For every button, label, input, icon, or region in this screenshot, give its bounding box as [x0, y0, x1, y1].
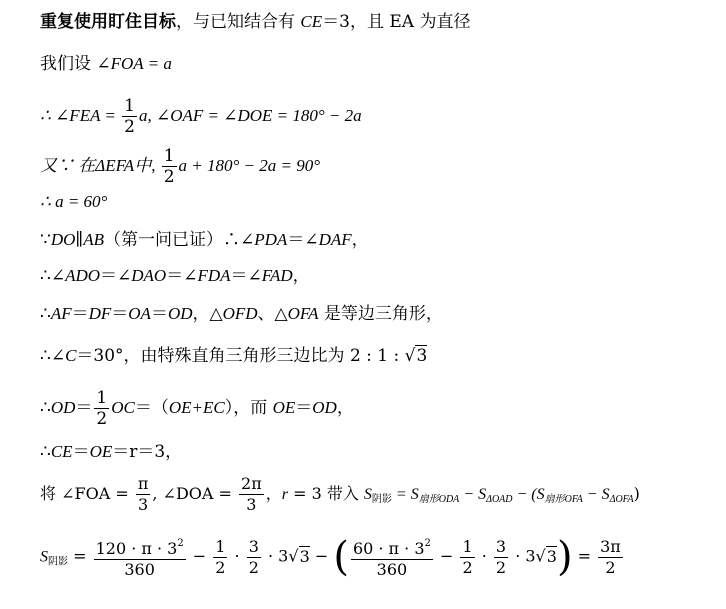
- fraction: [162, 146, 177, 187]
- text: ＝30°，由特殊直角三角形三边比为 2 : 1 : √: [76, 346, 416, 366]
- text: ＝: [72, 442, 90, 462]
- line-9: [40, 346, 427, 366]
- line-2: [40, 54, 172, 74]
- text: ，: [351, 230, 369, 250]
- numerator: 3π: [600, 536, 621, 556]
- highlight-text: 重复使用盯住目标: [40, 12, 176, 32]
- text: −: [434, 546, 459, 566]
- text: ＝（: [134, 398, 169, 418]
- subscript: ΔOAD: [486, 494, 513, 505]
- exponent: 2: [177, 538, 184, 549]
- numerator: 3: [495, 536, 507, 556]
- text: ＝: [295, 398, 313, 418]
- line-5: [40, 192, 107, 212]
- numerator: 2π: [241, 474, 262, 493]
- text: ): [633, 484, 640, 503]
- var: OE: [272, 398, 296, 417]
- formula: ∴ a = 60°: [40, 192, 108, 211]
- text: ，与已知结合有: [176, 12, 301, 32]
- var: AF: [50, 304, 72, 323]
- denominator: 2: [96, 409, 108, 429]
- denominator: 2: [215, 557, 226, 577]
- var: OD: [167, 304, 193, 323]
- numerator: 3: [248, 536, 259, 556]
- text: ·: [229, 546, 245, 566]
- text: ∵: [40, 230, 51, 250]
- text: · 3√: [510, 546, 546, 566]
- subscript: 扇形OFA: [544, 494, 583, 505]
- line-7: [40, 266, 310, 286]
- line-12: [40, 474, 640, 515]
- var: = S: [391, 486, 419, 503]
- fraction: [213, 537, 227, 578]
- text: ∴∠: [40, 346, 66, 366]
- text: ＝: [111, 304, 129, 324]
- text: −: [309, 546, 334, 566]
- numerator: 1: [124, 96, 135, 116]
- var: OFD: [222, 304, 258, 323]
- var: CE: [50, 442, 73, 461]
- text: ＝∠: [166, 266, 198, 286]
- denominator: 3: [246, 495, 257, 514]
- var: DAO: [131, 266, 167, 285]
- num-text: 120 · π · 3: [95, 539, 178, 558]
- fraction: [94, 388, 109, 429]
- denominator: 2: [248, 557, 259, 577]
- text: （第一问已证）∴∠: [104, 230, 255, 250]
- text: ＝: [71, 304, 89, 324]
- denominator: 3: [138, 495, 149, 514]
- var: OD: [312, 398, 337, 417]
- fraction: [122, 96, 137, 137]
- text: ＝r＝3，: [112, 442, 183, 462]
- line-10: [40, 388, 354, 429]
- var: DF: [88, 304, 112, 323]
- text: ·: [476, 546, 492, 566]
- formula: ∴ ∠FEA =: [40, 106, 121, 125]
- var: ADO: [65, 266, 101, 285]
- formula: a, ∠OAF = ∠DOE = 180° − 2a: [138, 106, 362, 125]
- text: ＝: [75, 398, 93, 418]
- subscript: 阴影: [371, 494, 392, 505]
- text: ∴: [40, 398, 51, 418]
- text: ，: [265, 484, 282, 503]
- var: r: [281, 486, 288, 503]
- denominator: 2: [495, 557, 507, 577]
- text: 是等边三角形，: [318, 304, 443, 324]
- var: OD: [50, 398, 76, 417]
- text: ，: [336, 398, 354, 418]
- subscript: ΔOFA: [609, 494, 634, 505]
- fraction: [494, 537, 508, 578]
- text: ＝∠: [287, 230, 319, 250]
- var: FAD: [261, 266, 293, 285]
- var: DAF: [318, 230, 352, 249]
- line-1: [40, 12, 470, 32]
- fraction: [247, 537, 261, 578]
- fraction: [239, 474, 264, 515]
- denominator: 2: [605, 557, 616, 577]
- sqrt-radicand: 3: [299, 546, 310, 566]
- denominator: 360: [376, 560, 408, 579]
- formula: 又∵ 在ΔEFA中,: [40, 156, 160, 175]
- numerator: 1: [96, 388, 108, 408]
- text: ∴∠: [40, 266, 66, 286]
- text: 我们设: [40, 54, 97, 74]
- denominator: 2: [462, 557, 473, 577]
- text: ＝: [150, 304, 168, 324]
- var: − S: [459, 486, 487, 503]
- formula: a + 180° − 2a = 90°: [178, 156, 321, 175]
- formula: 将 ∠FOA =: [40, 484, 134, 503]
- text: ，△: [192, 304, 223, 324]
- text: ），而: [224, 398, 273, 418]
- var: CE: [300, 12, 323, 31]
- line-6: [40, 230, 369, 250]
- numerator: π: [137, 474, 149, 493]
- text: · 3√: [262, 546, 299, 566]
- fraction: [598, 537, 623, 578]
- var: DO∥AB: [50, 230, 105, 249]
- numerator: 1: [163, 146, 175, 166]
- fraction: [460, 537, 474, 578]
- var: OE: [89, 442, 113, 461]
- line-13: [40, 534, 625, 580]
- line-3: [40, 96, 362, 137]
- var: OC: [111, 398, 135, 417]
- var: FDA: [197, 266, 231, 285]
- line-4: [40, 146, 320, 187]
- text: −: [187, 546, 212, 566]
- line-11: [40, 442, 182, 462]
- exponent: 2: [424, 538, 431, 549]
- fraction: [136, 474, 151, 515]
- fraction: [94, 534, 186, 580]
- numerator: 1: [462, 536, 473, 556]
- fraction: [351, 534, 433, 580]
- left-paren: (: [333, 534, 349, 580]
- subscript: 扇形ODA: [418, 494, 460, 505]
- var: OA: [128, 304, 151, 323]
- text: ＝∠: [230, 266, 262, 286]
- text: ＝3，且 EA 为直径: [322, 12, 471, 32]
- numerator: [94, 534, 186, 560]
- text: =: [68, 546, 92, 566]
- var: − (S: [512, 486, 545, 503]
- var: PDA: [254, 230, 288, 249]
- text: = 3 带入: [287, 484, 364, 503]
- var: OFA: [287, 304, 319, 323]
- text: ＝∠: [100, 266, 132, 286]
- right-paren: ): [556, 534, 573, 580]
- formula: , ∠DOA =: [152, 484, 238, 503]
- denominator: 360: [124, 560, 155, 579]
- var: S: [363, 486, 372, 503]
- var: S: [40, 548, 48, 566]
- formula: ∠FOA = a: [96, 54, 172, 73]
- text: 、△: [257, 304, 288, 324]
- sqrt-radicand: 3: [546, 546, 557, 566]
- subscript: 阴影: [48, 556, 68, 568]
- numerator: 1: [215, 536, 226, 556]
- text: ，: [292, 266, 310, 286]
- denominator: 2: [163, 167, 175, 187]
- text: ∴: [40, 304, 51, 324]
- var: − S: [582, 486, 610, 503]
- line-8: [40, 304, 443, 324]
- numerator: [351, 534, 433, 560]
- text: ∴: [40, 442, 51, 462]
- denominator: 2: [124, 117, 135, 137]
- var: C: [65, 346, 77, 365]
- var: OE+EC: [168, 398, 225, 417]
- text: =: [572, 546, 597, 566]
- num-text: 60 · π · 3: [352, 539, 425, 558]
- sqrt-radicand: 3: [416, 346, 428, 366]
